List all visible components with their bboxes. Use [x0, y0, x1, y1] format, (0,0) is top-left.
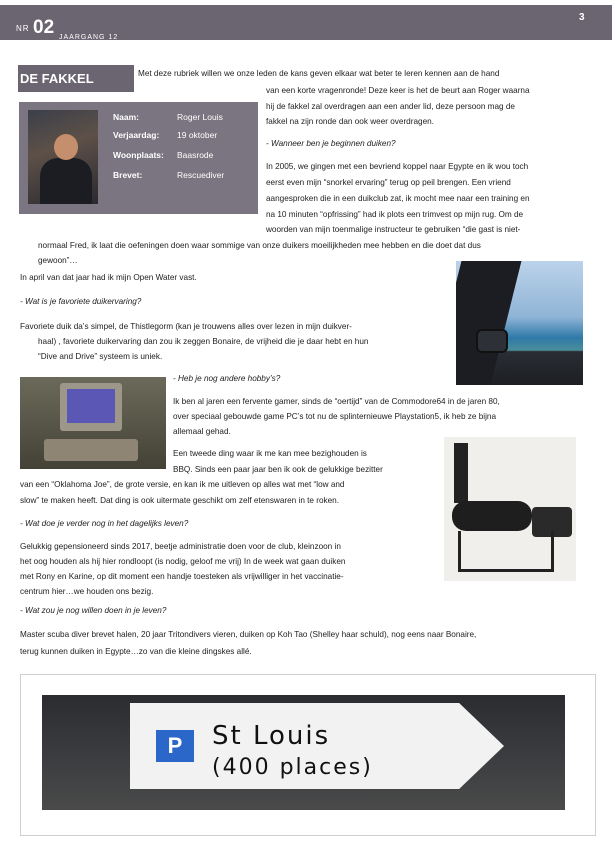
answer-line: Favoriete duik da’s simpel, de Thistlegorm (kan je trouwens alles over lezen in mijn duikver-: [20, 322, 352, 331]
answer-line: BBQ. Sinds een paar jaar ben ik ook de gelukkige bezitter: [173, 465, 383, 474]
profile-value: Roger Louis: [177, 112, 223, 122]
profile-row-residence: [113, 150, 213, 160]
profile-value: Rescuediver: [177, 170, 225, 180]
jaargang-label: JAARGANG 12: [59, 34, 119, 41]
car-window-photo: [456, 261, 583, 385]
intro-line: Met deze rubriek willen we onze leden de kans geven elkaar wat beter te leren kennen aan de hand: [138, 69, 500, 78]
issue-nr-label: NR: [16, 24, 30, 33]
intro-line: fakkel na zijn ronde dan ook weer overdragen.: [266, 117, 434, 126]
answer-line: slow” te maken heeft. Dat ding is ook uitermate geschikt om zelf etenswaren in te roken.: [20, 496, 340, 505]
bbq-barrel: [452, 501, 532, 531]
question-other-hobbies: - Heb je nog andere hobby’s?: [173, 374, 281, 383]
profile-box: [19, 102, 258, 214]
profile-key: Woonplaats:: [113, 150, 164, 160]
intro-line: van een korte vragenronde! Deze keer is het de beurt aan Roger waarna: [266, 86, 530, 95]
st-louis-sign-photo: [20, 674, 596, 836]
profile-row-birthday: [113, 130, 217, 140]
bbq-smoker-photo: [444, 437, 576, 581]
photo-person-torso: [40, 158, 92, 204]
bbq-chimney: [454, 443, 468, 503]
answer-line: normaal Fred, ik laat die oefeningen doen waar sommige van onze duikers moeilijkheden mee hebben en die doet dat dus: [38, 241, 481, 250]
sign-background: [42, 695, 565, 810]
keyboard: [44, 439, 138, 461]
profile-key: Verjaardag:: [113, 130, 160, 140]
answer-line: na 10 minuten “opfrissing” had ik plots een trimvest op mijn rug. Om de: [266, 210, 524, 219]
bbq-legs: [458, 531, 554, 572]
answer-line: Gelukkig gepensioneerd sinds 2017, beetje administratie doen voor de club, kleinzoon in: [20, 542, 341, 551]
profile-value: Baasrode: [177, 150, 214, 160]
profile-photo: [28, 110, 98, 204]
answer-line: woorden van mijn toenmalige instructeur te gebruiken “die gast is niet-: [266, 225, 521, 234]
answer-line: In april van dat jaar had ik mijn Open Water vast.: [20, 273, 197, 282]
profile-key: Brevet:: [113, 170, 143, 180]
profile-row-brevet: [113, 170, 224, 180]
answer-line: het oog houden als hij hier rondloopt (is nodig, geloof me vrij) In de week wat gaan duiken: [20, 557, 346, 566]
answer-line: met Rony en Karine, op dit moment een handje toesteken als vrijwilliger in het vaccinatie-: [20, 572, 344, 581]
answer-line: over speciaal gebouwde game PC’s tot nu de splinternieuwe Playstation5, ik heb ze bijna: [173, 412, 496, 421]
profile-row-name: [113, 112, 223, 122]
answer-line: eerst even mijn “snorkel ervaring” terug op peil brengen. Een vriend: [266, 178, 511, 187]
car-mirror: [476, 329, 508, 353]
monitor-screen: [67, 389, 115, 423]
answer-line: gewoon”…: [38, 256, 78, 265]
question-life-goals: - Wat zou je nog willen doen in je leven?: [20, 606, 167, 615]
answer-line: haal) , favoriete duikervaring dan zou ik zeggen Bonaire, de vrijheid die je daar hebt en hun: [38, 337, 369, 346]
answer-line: “Dive and Drive” systeem is uniek.: [38, 352, 163, 361]
profile-value: 19 oktober: [177, 130, 218, 140]
car-frame: [456, 261, 523, 385]
commodore64-photo: [20, 377, 166, 469]
answer-line: van een “Oklahoma Joe”, de grote versie, en kan ik me uitleven op alles wat met “low and: [20, 480, 345, 489]
answer-line: aangesproken die in een duikclub zat, ik mocht mee naar een training en: [266, 194, 530, 203]
answer-line: allemaal gehad.: [173, 427, 231, 436]
answer-line: Een tweede ding waar ik me kan mee bezighouden is: [173, 449, 367, 458]
sign-text-places: (400 places): [212, 755, 373, 780]
profile-key: Naam:: [113, 112, 139, 122]
question-daily-life: - Wat doe je verder nog in het dagelijks leven?: [20, 519, 189, 528]
parking-icon: P: [156, 730, 194, 762]
answer-line: Master scuba diver brevet halen, 20 jaar Tritondivers vieren, duiken op Koh Tao (Shelley haar schuld), nog eens naar Bonaire,: [20, 630, 477, 639]
question-start-diving: - Wanneer ben je beginnen duiken?: [266, 139, 396, 148]
answer-line: In 2005, we gingen met een bevriend koppel naar Egypte en ik wou toch: [266, 162, 529, 171]
answer-line: terug kunnen duiken in Egypte…zo van die kleine dingskes allé.: [20, 647, 252, 656]
answer-line: Ik ben al jaren een fervente gamer, sinds de “oertijd” van de Commodore64 in de jaren 80,: [173, 397, 500, 406]
header-bar: [0, 5, 612, 40]
photo-person-head: [54, 134, 78, 160]
intro-line: hij de fakkel zal overdragen aan een ander lid, deze persoon mag de: [266, 102, 515, 111]
question-favorite-dive: - Wat is je favoriete duikervaring?: [20, 297, 142, 306]
section-title: DE FAKKEL: [18, 65, 134, 92]
answer-line: centrum hier…we houden ons bezig.: [20, 587, 154, 596]
sign-text-name: St Louis: [212, 721, 331, 751]
issue-number: 02: [33, 17, 55, 38]
page-number: 3: [579, 12, 585, 23]
